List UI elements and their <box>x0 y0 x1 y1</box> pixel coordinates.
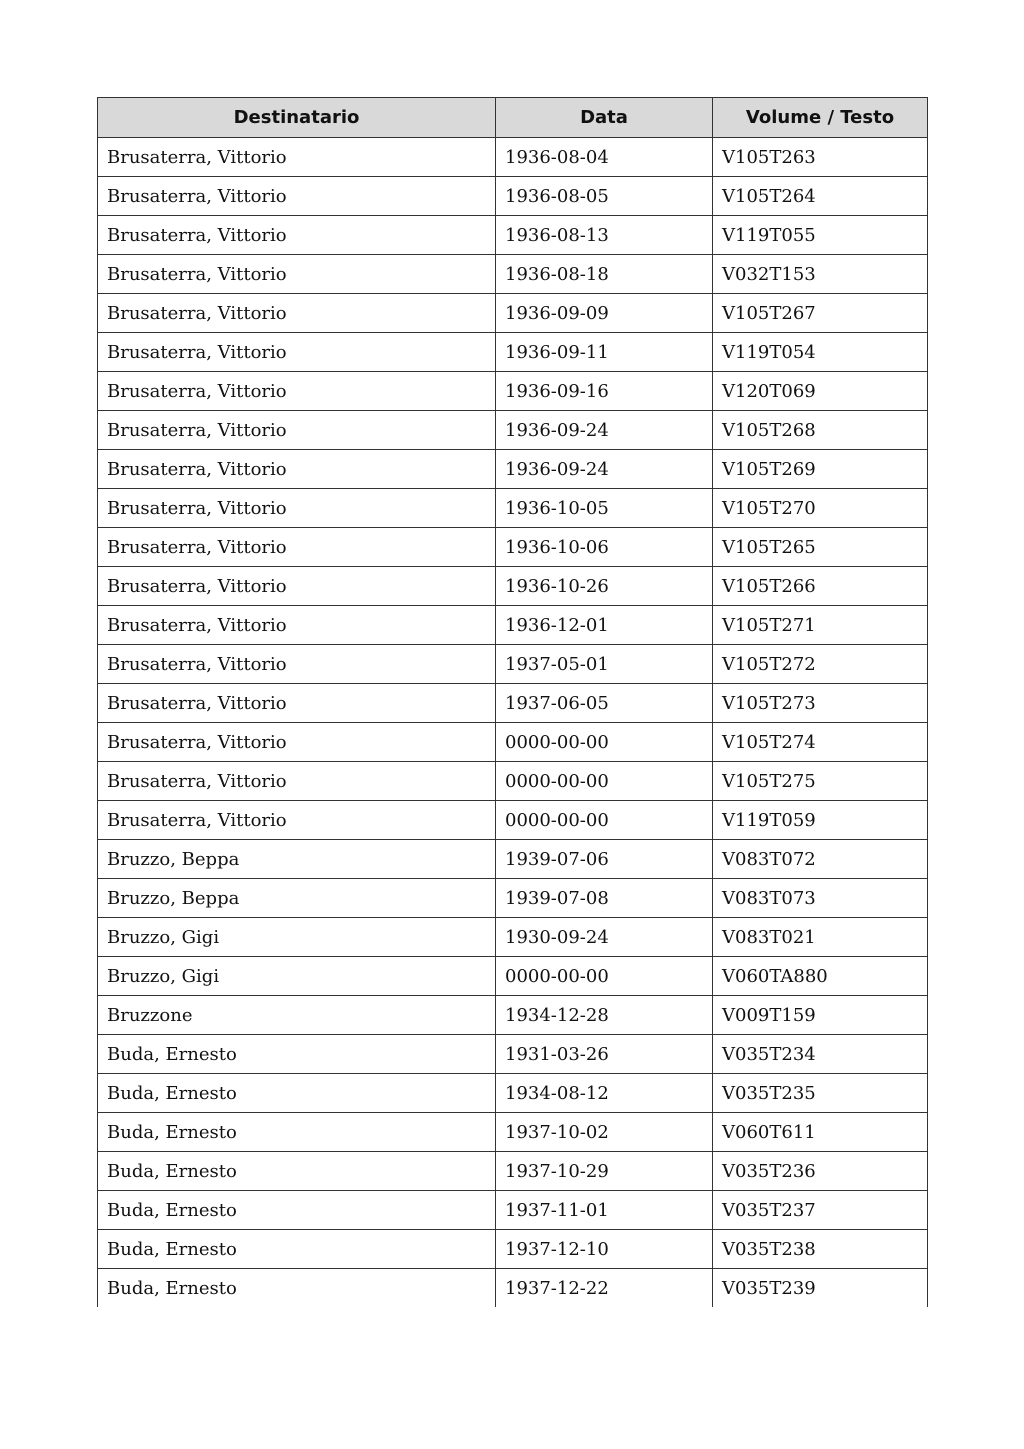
column-header-destinatario: Destinatario <box>98 98 496 138</box>
table-row <box>98 1113 928 1152</box>
cell-data: 1937-10-29 <box>496 1152 713 1191</box>
table-row <box>98 450 928 489</box>
cell-destinatario: Brusaterra, Vittorio <box>98 606 496 645</box>
cell-destinatario: Buda, Ernesto <box>98 1152 496 1191</box>
cell-volume-testo: V105T269 <box>713 450 928 489</box>
cell-volume-testo: V083T073 <box>713 879 928 918</box>
cell-volume-testo: V032T153 <box>713 255 928 294</box>
cell-data: 1939-07-06 <box>496 840 713 879</box>
table-body <box>98 138 928 1308</box>
cell-volume-testo: V105T268 <box>713 411 928 450</box>
table-row <box>98 957 928 996</box>
cell-volume-testo: V035T238 <box>713 1230 928 1269</box>
table-row <box>98 1191 928 1230</box>
cell-destinatario: Brusaterra, Vittorio <box>98 528 496 567</box>
cell-destinatario: Bruzzo, Beppa <box>98 879 496 918</box>
cell-destinatario: Buda, Ernesto <box>98 1191 496 1230</box>
cell-data: 1936-12-01 <box>496 606 713 645</box>
cell-destinatario: Buda, Ernesto <box>98 1230 496 1269</box>
cell-volume-testo: V035T234 <box>713 1035 928 1074</box>
cell-destinatario: Buda, Ernesto <box>98 1035 496 1074</box>
cell-volume-testo: V105T270 <box>713 489 928 528</box>
cell-volume-testo: V009T159 <box>713 996 928 1035</box>
cell-data: 1937-06-05 <box>496 684 713 723</box>
cell-destinatario: Buda, Ernesto <box>98 1113 496 1152</box>
table-row <box>98 255 928 294</box>
cell-volume-testo: V105T263 <box>713 138 928 177</box>
cell-volume-testo: V105T267 <box>713 294 928 333</box>
table-row <box>98 294 928 333</box>
cell-data: 1931-03-26 <box>496 1035 713 1074</box>
cell-data: 1936-08-18 <box>496 255 713 294</box>
cell-destinatario: Brusaterra, Vittorio <box>98 489 496 528</box>
cell-data: 1936-10-26 <box>496 567 713 606</box>
cell-volume-testo: V105T275 <box>713 762 928 801</box>
table-row <box>98 333 928 372</box>
cell-destinatario: Brusaterra, Vittorio <box>98 411 496 450</box>
table-row <box>98 1035 928 1074</box>
cell-volume-testo: V105T271 <box>713 606 928 645</box>
cell-data: 0000-00-00 <box>496 762 713 801</box>
table-row <box>98 567 928 606</box>
table-row <box>98 1074 928 1113</box>
cell-volume-testo: V083T021 <box>713 918 928 957</box>
cell-data: 1936-08-04 <box>496 138 713 177</box>
cell-data: 1936-09-16 <box>496 372 713 411</box>
cell-data: 0000-00-00 <box>496 957 713 996</box>
cell-volume-testo: V119T055 <box>713 216 928 255</box>
cell-destinatario: Bruzzo, Beppa <box>98 840 496 879</box>
table-row <box>98 762 928 801</box>
cell-destinatario: Brusaterra, Vittorio <box>98 567 496 606</box>
cell-volume-testo: V120T069 <box>713 372 928 411</box>
cell-data: 1936-08-13 <box>496 216 713 255</box>
table-row <box>98 996 928 1035</box>
cell-volume-testo: V105T272 <box>713 645 928 684</box>
cell-destinatario: Brusaterra, Vittorio <box>98 138 496 177</box>
cell-volume-testo: V105T274 <box>713 723 928 762</box>
cell-volume-testo: V060T611 <box>713 1113 928 1152</box>
table-row <box>98 723 928 762</box>
table-row <box>98 1230 928 1269</box>
cell-destinatario: Brusaterra, Vittorio <box>98 177 496 216</box>
cell-destinatario: Buda, Ernesto <box>98 1074 496 1113</box>
header-row <box>98 98 928 138</box>
cell-volume-testo: V035T235 <box>713 1074 928 1113</box>
cell-destinatario: Brusaterra, Vittorio <box>98 645 496 684</box>
table-row <box>98 879 928 918</box>
table-header <box>98 98 928 138</box>
cell-volume-testo: V105T273 <box>713 684 928 723</box>
cell-volume-testo: V035T239 <box>713 1269 928 1308</box>
table-row <box>98 840 928 879</box>
cell-data: 1936-09-24 <box>496 411 713 450</box>
cell-destinatario: Bruzzo, Gigi <box>98 918 496 957</box>
cell-destinatario: Brusaterra, Vittorio <box>98 801 496 840</box>
cell-volume-testo: V035T236 <box>713 1152 928 1191</box>
table-row <box>98 645 928 684</box>
cell-data: 1936-10-05 <box>496 489 713 528</box>
cell-volume-testo: V119T059 <box>713 801 928 840</box>
cell-data: 0000-00-00 <box>496 801 713 840</box>
cell-destinatario: Buda, Ernesto <box>98 1269 496 1308</box>
cell-volume-testo: V105T266 <box>713 567 928 606</box>
cell-data: 1937-12-10 <box>496 1230 713 1269</box>
table-row <box>98 606 928 645</box>
cell-data: 1936-09-11 <box>496 333 713 372</box>
column-header-volume-testo: Volume / Testo <box>713 98 928 138</box>
cell-destinatario: Brusaterra, Vittorio <box>98 372 496 411</box>
cell-destinatario: Bruzzone <box>98 996 496 1035</box>
table-row <box>98 528 928 567</box>
cell-data: 1937-10-02 <box>496 1113 713 1152</box>
cell-volume-testo: V105T265 <box>713 528 928 567</box>
cell-data: 1937-05-01 <box>496 645 713 684</box>
table-row <box>98 1152 928 1191</box>
cell-data: 1936-09-09 <box>496 294 713 333</box>
cell-volume-testo: V119T054 <box>713 333 928 372</box>
cell-data: 1930-09-24 <box>496 918 713 957</box>
table-row <box>98 216 928 255</box>
cell-destinatario: Brusaterra, Vittorio <box>98 333 496 372</box>
table-row <box>98 177 928 216</box>
cell-data: 1937-12-22 <box>496 1269 713 1308</box>
cell-destinatario: Brusaterra, Vittorio <box>98 684 496 723</box>
cell-destinatario: Brusaterra, Vittorio <box>98 762 496 801</box>
table-row <box>98 372 928 411</box>
cell-volume-testo: V105T264 <box>713 177 928 216</box>
cell-data: 1939-07-08 <box>496 879 713 918</box>
table-row <box>98 138 928 177</box>
cell-volume-testo: V035T237 <box>713 1191 928 1230</box>
cell-data: 1934-12-28 <box>496 996 713 1035</box>
table-row <box>98 411 928 450</box>
table-row <box>98 684 928 723</box>
records-table <box>97 97 928 1307</box>
cell-destinatario: Brusaterra, Vittorio <box>98 450 496 489</box>
cell-destinatario: Brusaterra, Vittorio <box>98 723 496 762</box>
table-row <box>98 1269 928 1308</box>
table-row <box>98 801 928 840</box>
cell-data: 1936-08-05 <box>496 177 713 216</box>
table-row <box>98 489 928 528</box>
cell-destinatario: Brusaterra, Vittorio <box>98 255 496 294</box>
cell-data: 1934-08-12 <box>496 1074 713 1113</box>
cell-destinatario: Bruzzo, Gigi <box>98 957 496 996</box>
table-row <box>98 918 928 957</box>
cell-data: 0000-00-00 <box>496 723 713 762</box>
cell-volume-testo: V060TA880 <box>713 957 928 996</box>
cell-data: 1936-09-24 <box>496 450 713 489</box>
cell-data: 1936-10-06 <box>496 528 713 567</box>
cell-volume-testo: V083T072 <box>713 840 928 879</box>
column-header-data: Data <box>496 98 713 138</box>
cell-data: 1937-11-01 <box>496 1191 713 1230</box>
cell-destinatario: Brusaterra, Vittorio <box>98 216 496 255</box>
cell-destinatario: Brusaterra, Vittorio <box>98 294 496 333</box>
